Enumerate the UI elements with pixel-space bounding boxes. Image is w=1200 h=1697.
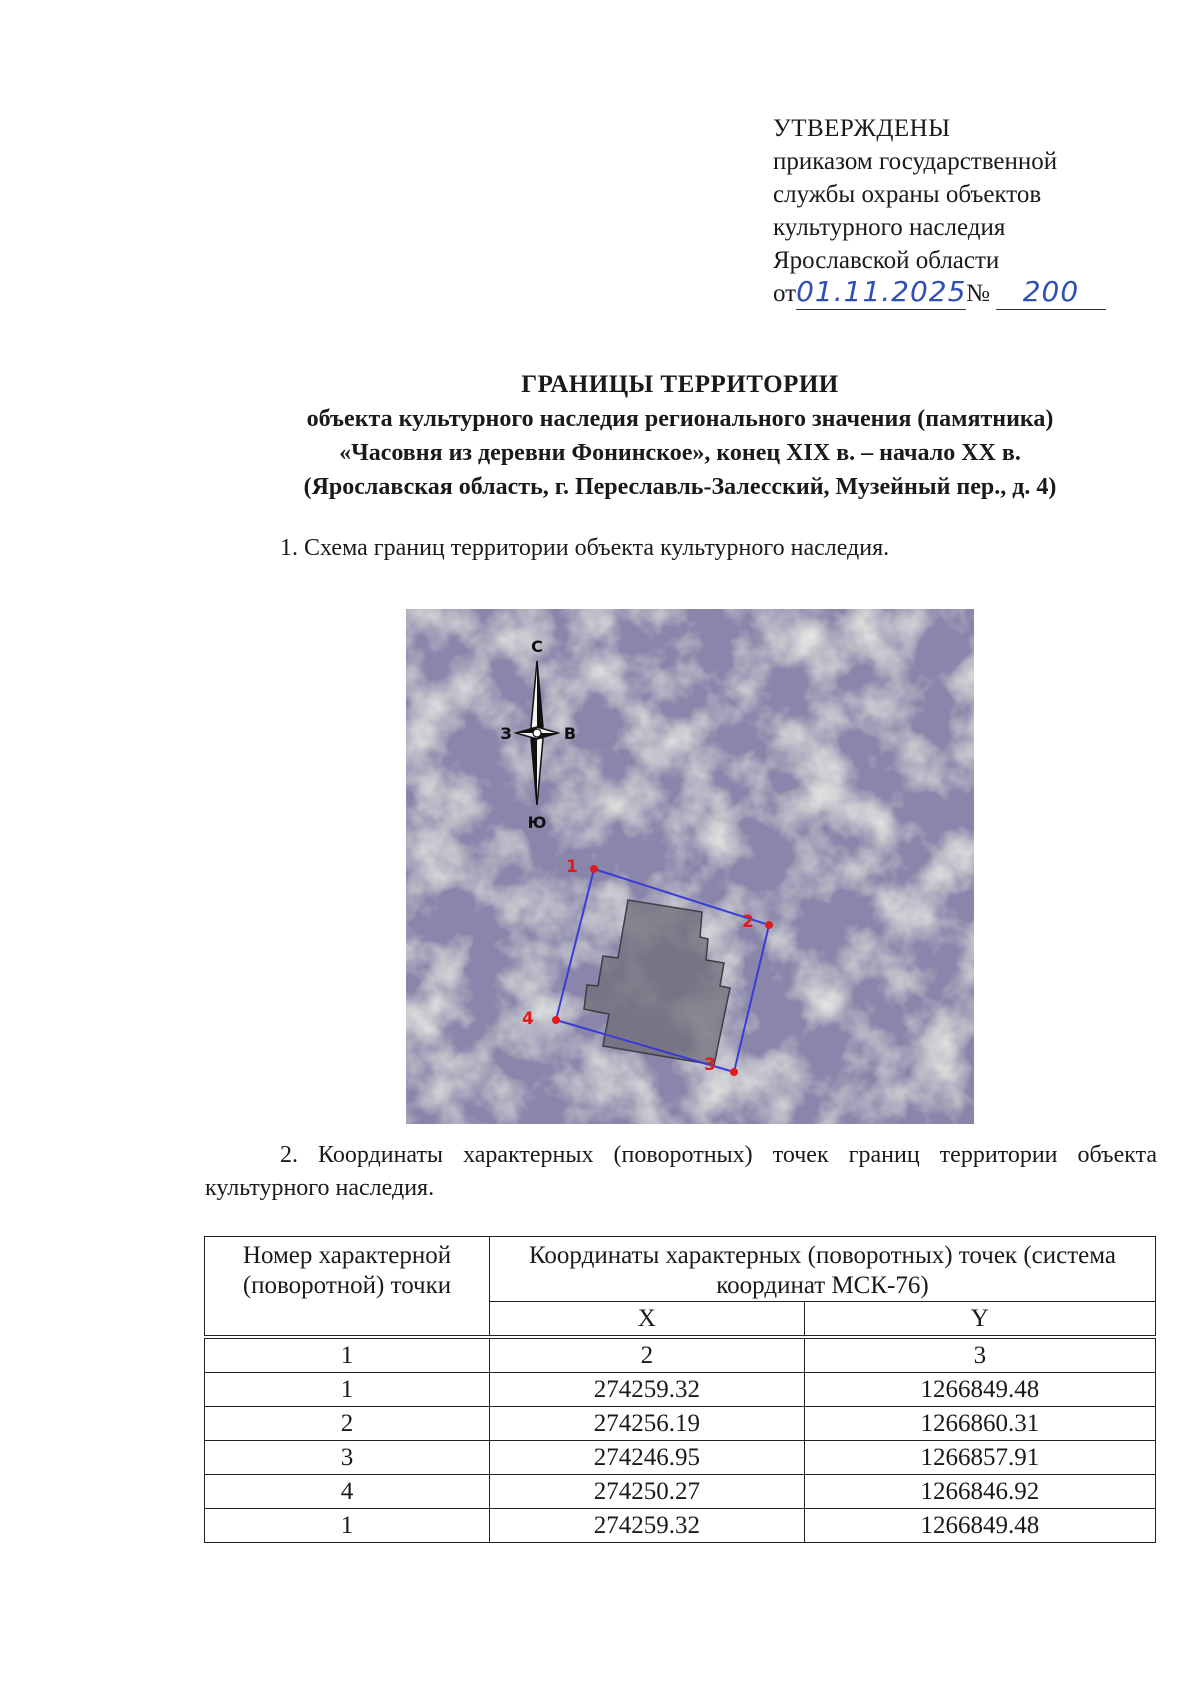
approval-date-line (773, 277, 1106, 310)
approval-line: культурного наследия (773, 214, 1006, 241)
heading-line: «Часовня из деревни Фонинское», конец XIX в. – начало XX в. (339, 440, 1021, 466)
approval-block (773, 112, 1106, 310)
coordinates-header: Координаты характерных (поворотных) точек (система координат МСК-76) (490, 1237, 1156, 1302)
boundary-point-marker (590, 865, 598, 873)
x-value: 274250.27 (490, 1475, 805, 1509)
y-value: 1266849.48 (804, 1509, 1155, 1543)
compass-east-label: В (563, 724, 577, 743)
table-row (205, 1407, 1156, 1441)
point-number: 1 (205, 1373, 490, 1407)
approval-title: УТВЕРЖДЕНЫ (773, 115, 951, 142)
approval-line: приказом государственной (773, 148, 1058, 175)
column-numbering-row (205, 1337, 1156, 1373)
point-label-3: 3 (704, 1055, 716, 1075)
handwritten-date: 01.11.2025 (796, 275, 967, 308)
date-field (796, 277, 966, 310)
coordinates-table (204, 1236, 1156, 1543)
heading-title: ГРАНИЦЫ ТЕРРИТОРИИ (521, 371, 839, 398)
aerial-map-image (406, 609, 974, 1124)
point-number: 1 (205, 1509, 490, 1543)
x-header: X (490, 1302, 805, 1338)
point-number: 3 (205, 1441, 490, 1475)
compass-west-label: З (500, 724, 512, 743)
y-value: 1266849.48 (804, 1373, 1155, 1407)
approval-line: Ярославской области (773, 247, 1000, 274)
y-header: Y (804, 1302, 1155, 1338)
table-row (205, 1441, 1156, 1475)
column-number: 2 (490, 1337, 805, 1373)
table-row (205, 1475, 1156, 1509)
section-2-title: 2. Координаты характерных (поворотных) точек границ территории объекта культурного наследия. (205, 1142, 1157, 1201)
point-number-header: Номер характерной (поворотной) точки (205, 1237, 490, 1338)
heading-line: (Ярославская область, г. Переславль-Залесский, Музейный пер., д. 4) (303, 474, 1057, 500)
y-value: 1266860.31 (804, 1407, 1155, 1441)
heading-line: объекта культурного наследия регионального значения (памятника) (306, 406, 1054, 432)
point-label-1: 1 (566, 857, 578, 877)
approval-line: службы охраны объектов (773, 181, 1042, 208)
section-1-title: 1. Схема границ территории объекта культурного наследия. (280, 535, 890, 561)
point-label-2: 2 (742, 912, 754, 932)
boundary-point-marker (765, 921, 773, 929)
handwritten-number: 200 (1022, 275, 1080, 308)
table-row (205, 1373, 1156, 1407)
x-value: 274259.32 (490, 1373, 805, 1407)
point-number: 2 (205, 1407, 490, 1441)
column-number: 3 (804, 1337, 1155, 1373)
point-number: 4 (205, 1475, 490, 1509)
document-heading (200, 368, 1160, 504)
point-label-4: 4 (522, 1009, 534, 1029)
compass-north-label: С (531, 637, 543, 656)
column-number: 1 (205, 1337, 490, 1373)
y-value: 1266846.92 (804, 1475, 1155, 1509)
compass-south-label: Ю (527, 813, 547, 832)
number-prefix: № (966, 280, 990, 307)
number-field (996, 277, 1106, 310)
x-value: 274246.95 (490, 1441, 805, 1475)
date-prefix: от (773, 280, 797, 307)
x-value: 274256.19 (490, 1407, 805, 1441)
boundary-point-marker (552, 1016, 560, 1024)
boundary-map (406, 609, 974, 1124)
table-row (205, 1509, 1156, 1543)
boundary-point-marker (730, 1068, 738, 1076)
x-value: 274259.32 (490, 1509, 805, 1543)
y-value: 1266857.91 (804, 1441, 1155, 1475)
